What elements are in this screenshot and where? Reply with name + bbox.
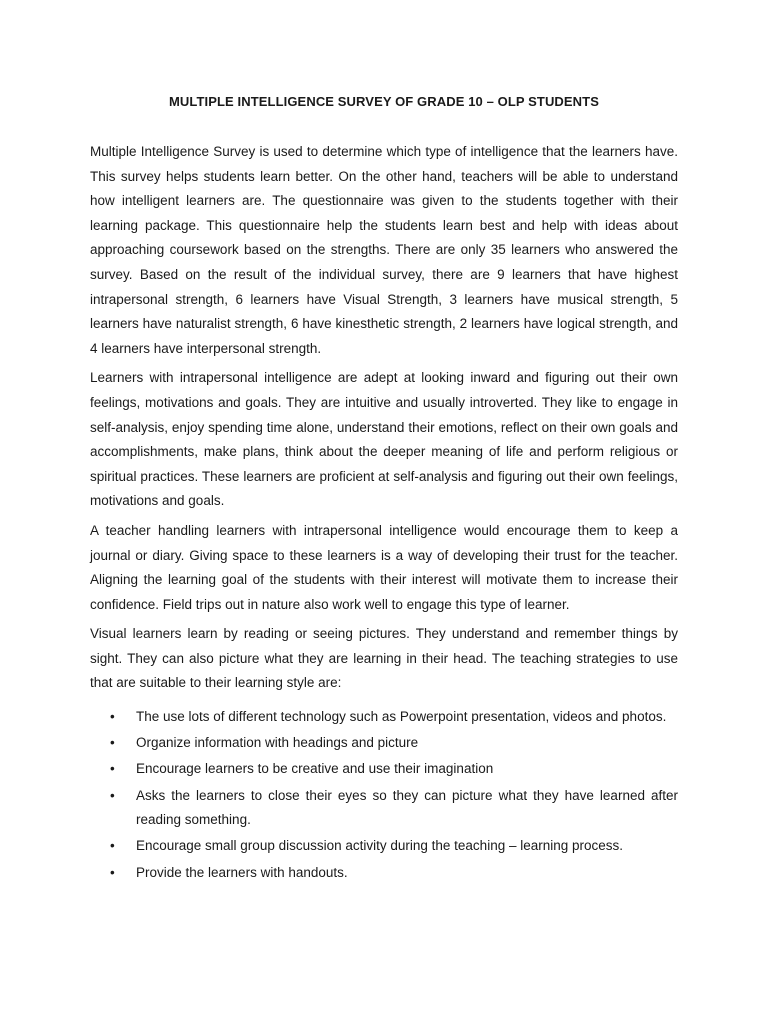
paragraph-teacher-handling: A teacher handling learners with intrapersonal intelligence would encourage them to keep a journal or diary. Giving space to these learners is a way of developing their trust for the teacher. Aligning the learning goal of the students with their interest will motivate them to increase their confidence. Field trips out in nature also work well to engage this type of learner. [90, 522, 678, 612]
list-item-text: Encourage learners to be creative and use their imagination [136, 761, 494, 777]
paragraph-survey-overview: Multiple Intelligence Survey is used to determine which type of intelligence that the learners have. This survey helps students learn better. On the other hand, teachers will be able to understand how intelligent learners are. The questionnaire was given to the students together with their learning package. This questionnaire help the students learn best and help with ideas about approaching coursework based on the strengths. There are only 35 learners who answered the survey. Based on the result of the individual survey, there are 9 learners that have highest intrapersonal strength, 6 learners have Visual Strength, 3 learners have musical strength, 5 learners have naturalist strength, 6 have kinesthetic strength, 2 learners have logical strength, and 4 learners have interpersonal strength. [90, 144, 678, 356]
paragraph-visual-learners: Visual learners learn by reading or seeing pictures. They understand and remember things by sight. They can also picture what they are learning in their head. The teaching strategies to use that are suitable to their learning style are: [90, 626, 678, 691]
list-item-text: Organize information with headings and picture [136, 735, 419, 751]
bullet-icon: • [110, 761, 115, 777]
bullet-icon: • [110, 787, 115, 803]
list-item [90, 834, 678, 859]
list-item-text: Asks the learners to close their eyes so they can picture what they have learned after reading something. [136, 787, 678, 828]
list-item [90, 861, 678, 886]
list-item [90, 784, 678, 833]
list-item [90, 731, 678, 756]
strategy-bullet-list [90, 705, 678, 885]
bullet-icon: • [110, 735, 115, 751]
list-item-text: The use lots of different technology such as Powerpoint presentation, videos and photos. [136, 709, 667, 725]
list-item-text: Encourage small group discussion activity during the teaching – learning process. [136, 838, 624, 854]
bullet-icon: • [110, 709, 115, 725]
paragraph-intrapersonal: Learners with intrapersonal intelligence are adept at looking inward and figuring out their own feelings, motivations and goals. They are intuitive and usually introverted. They like to engage in self-analysis, enjoy spending time alone, understand their emotions, reflect on their own goals and accomplishments, make plans, think about the deeper meaning of life and perform religious or spiritual practices. These learners are proficient at self-analysis and figuring out their own feelings, motivations and goals. [90, 370, 678, 509]
list-item [90, 757, 678, 782]
list-item-text: Provide the learners with handouts. [136, 864, 348, 880]
list-item [90, 705, 678, 730]
document-title: MULTIPLE INTELLIGENCE SURVEY OF GRADE 10 – OLP STUDENTS [169, 94, 599, 109]
document-page [90, 0, 678, 887]
bullet-icon: • [110, 838, 115, 854]
bullet-icon: • [110, 864, 115, 880]
